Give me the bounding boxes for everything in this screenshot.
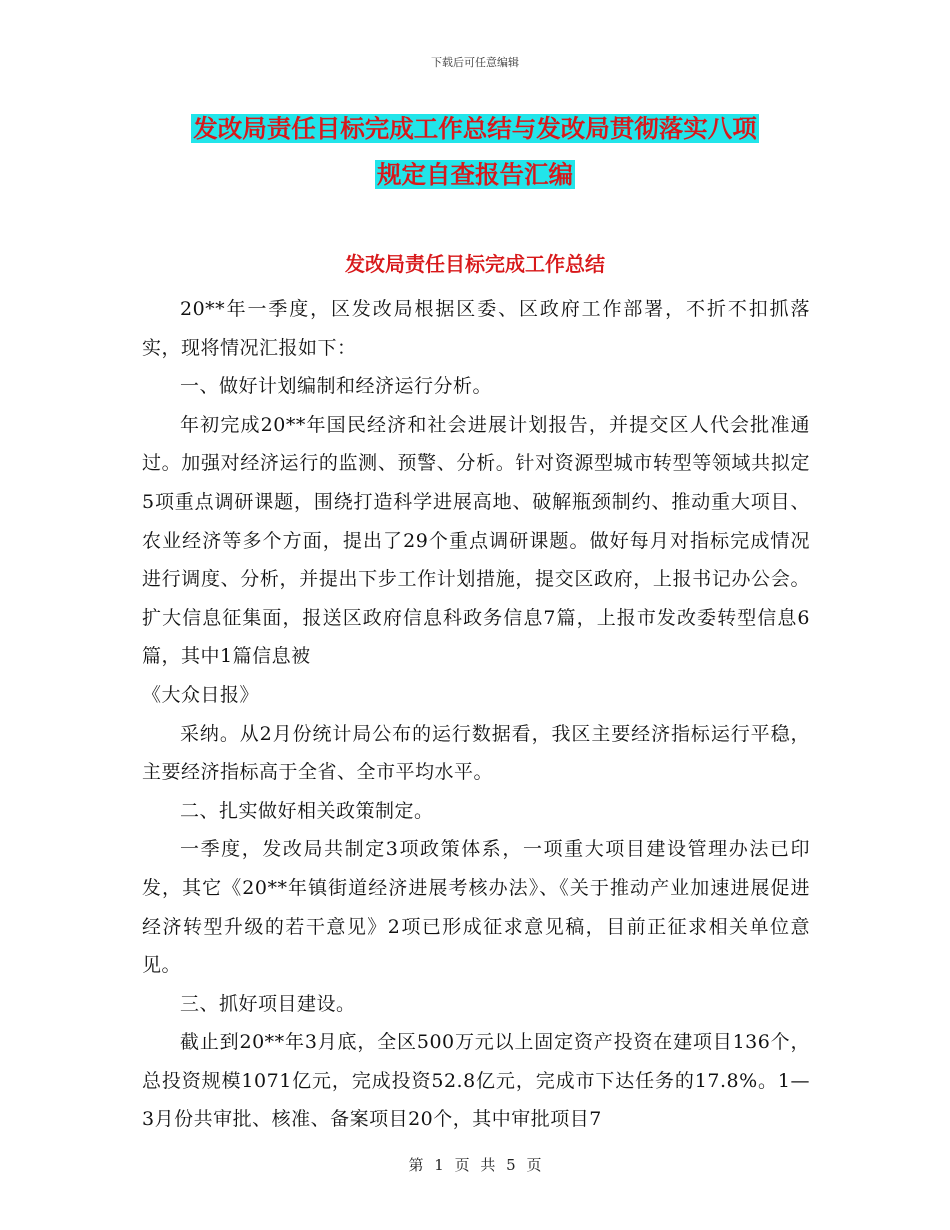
page-header-note: 下载后可任意编辑: [431, 56, 519, 69]
document-body: [142, 290, 810, 1139]
document-title-line-1: [140, 112, 810, 146]
paragraph-section-3: 截止到20**年3月底，全区500万元以上固定资产投资在建项目136个，总投资规模1071亿元，完成投资52.8亿元，完成市下达任务的17.8%。1—3月份共审批、核准、备案项目20个，其中审批项目7: [142, 1031, 810, 1131]
paragraph-section-1-cont: 采纳。从2月份统计局公布的运行数据看，我区主要经济指标运行平稳，主要经济指标高于全省、全市平均水平。: [142, 722, 810, 784]
paragraph-intro: 20**年一季度，区发改局根据区委、区政府工作部署，不折不扣抓落实，现将情况汇报如下：: [142, 298, 810, 359]
paragraph-newspaper-name: 《大众日报》: [142, 683, 260, 706]
page-number-footer: 第 1 页 共 5 页: [408, 1156, 542, 1174]
paragraph-section-1: 年初完成20**年国民经济和社会进展计划报告，并提交区人代会批准通过。加强对经济运行的监测、预警、分析。针对资源型城市转型等领域共拟定5项重点调研课题，围绕打造科学进展高地、破解瓶颈制约、推动重大项目、农业经济等多个方面，提出了29个重点调研课题。做好每月对指标完成情况进行调度、分析，并提出下步工作计划措施，提交区政府，上报书记办公会。扩大信息征集面，报送区政府信息科政务信息7篇，上报市发改委转型信息6篇，其中1篇信息被: [142, 413, 810, 668]
heading-section-1: 一、做好计划编制和经济运行分析。: [180, 375, 493, 398]
document-title-line-2: [140, 158, 810, 192]
paragraph-section-2: 一季度，发改局共制定3项政策体系，一项重大项目建设管理办法已印发，其它《20**年镇街道经济进展考核办法》、《关于推动产业加速进展促进经济转型升级的若干意见》2项已形成征求意见稿，目前正征求相关单位意见。: [142, 838, 810, 977]
title-line-1-text: 发改局责任目标完成工作总结与发改局贯彻落实八项: [193, 114, 757, 143]
title-line-2-text: 规定自查报告汇编: [377, 160, 573, 189]
heading-section-2: 二、扎实做好相关政策制定。: [180, 799, 434, 822]
heading-section-3: 三、抓好项目建设。: [180, 992, 356, 1015]
section-title: 发改局责任目标完成工作总结: [345, 252, 605, 276]
